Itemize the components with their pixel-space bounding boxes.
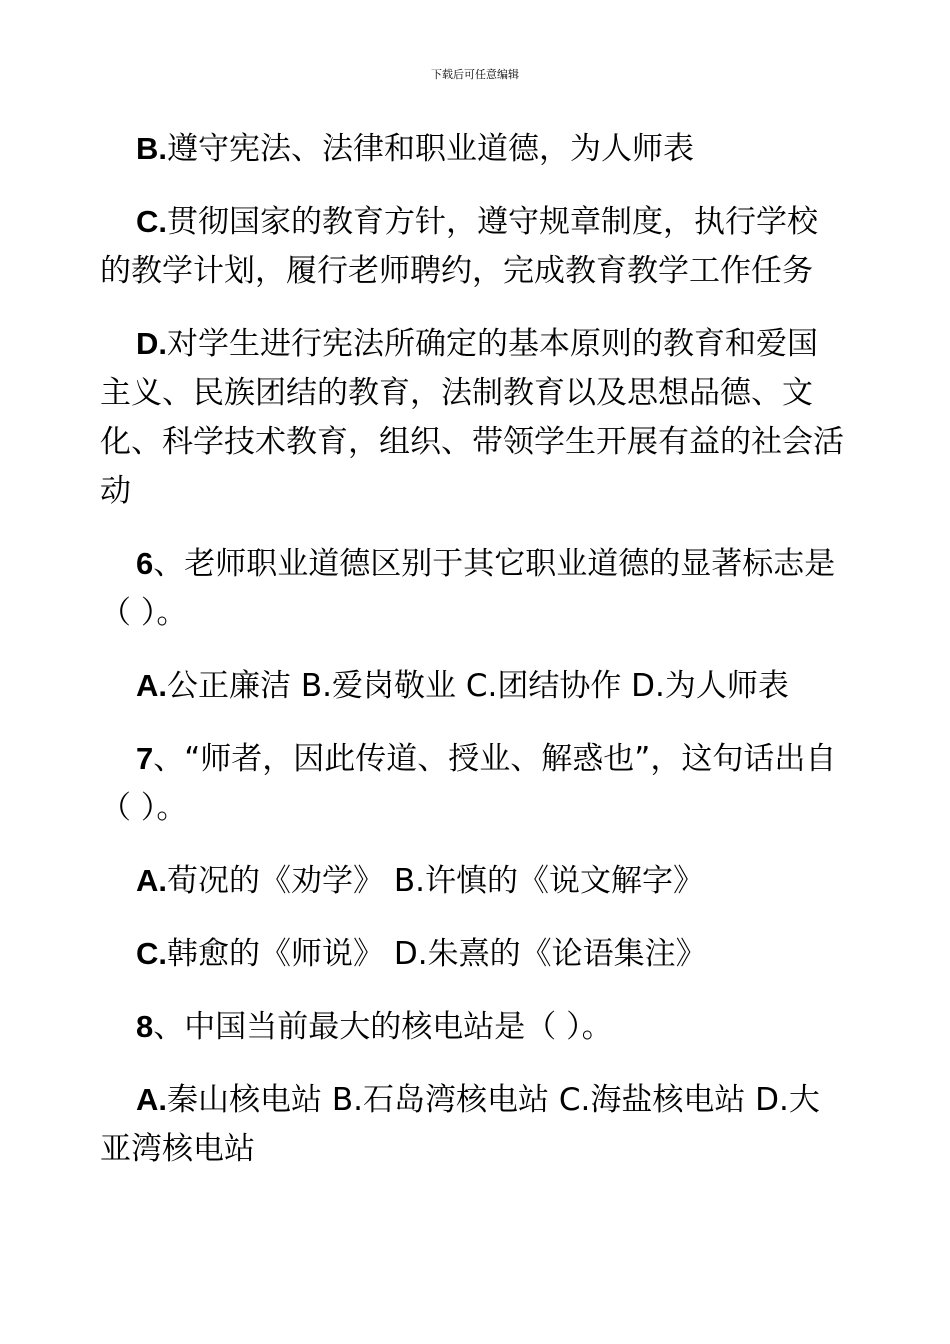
- options-text: 公正廉洁 B.爱岗敬业 C.团结协作 D.为人师表: [167, 668, 789, 704]
- question-7-options-cd: [100, 929, 845, 979]
- document-body: [100, 124, 845, 1174]
- paragraph-lead: A.: [136, 1082, 167, 1117]
- question-number: 7: [136, 741, 154, 776]
- question-7-options-ab: [100, 856, 845, 906]
- question-8-options: [100, 1075, 845, 1174]
- question-8: [100, 1002, 845, 1052]
- option-b-paragraph: [100, 124, 845, 174]
- options-text: 秦山核电站 B.石岛湾核电站 C.海盐核电站 D.大亚湾核电站: [100, 1082, 820, 1167]
- options-text: 荀况的《劝学》 B.许慎的《说文解字》: [167, 863, 704, 899]
- question-6: [100, 539, 845, 638]
- question-7: [100, 734, 845, 833]
- paragraph-lead: B.: [136, 131, 167, 166]
- question-6-options: [100, 661, 845, 711]
- paragraph-lead: A.: [136, 668, 167, 703]
- paragraph-lead: C.: [136, 204, 167, 239]
- paragraph-lead: A.: [136, 863, 167, 898]
- page-header: 下载后可任意编辑: [431, 68, 519, 81]
- option-d-paragraph: [100, 319, 845, 516]
- paragraph-lead: D.: [136, 326, 167, 361]
- question-text: 、中国当前最大的核电站是（ ）。: [153, 1009, 613, 1045]
- paragraph-text: 遵守宪法、法律和职业道德，为人师表: [167, 131, 694, 167]
- paragraph-text: 对学生进行宪法所确定的基本原则的教育和爱国主义、民族团结的教育，法制教育以及思想品德、文化、科学技术教育，组织、带领学生开展有益的社会活动: [100, 326, 844, 509]
- question-text: 、“师者，因此传道、授业、解惑也”，这句话出自（ ）。: [100, 741, 837, 826]
- option-c-paragraph: [100, 197, 845, 296]
- options-text: 韩愈的《师说》 D.朱熹的《论语集注》: [167, 936, 707, 972]
- question-text: 、老师职业道德区别于其它职业道德的显著标志是（ ）。: [100, 546, 836, 631]
- paragraph-text: 贯彻国家的教育方针，遵守规章制度，执行学校的教学计划，履行老师聘约，完成教育教学工作任务: [100, 204, 818, 289]
- paragraph-lead: C.: [136, 936, 167, 971]
- question-number: 8: [136, 1009, 154, 1044]
- question-number: 6: [136, 546, 154, 581]
